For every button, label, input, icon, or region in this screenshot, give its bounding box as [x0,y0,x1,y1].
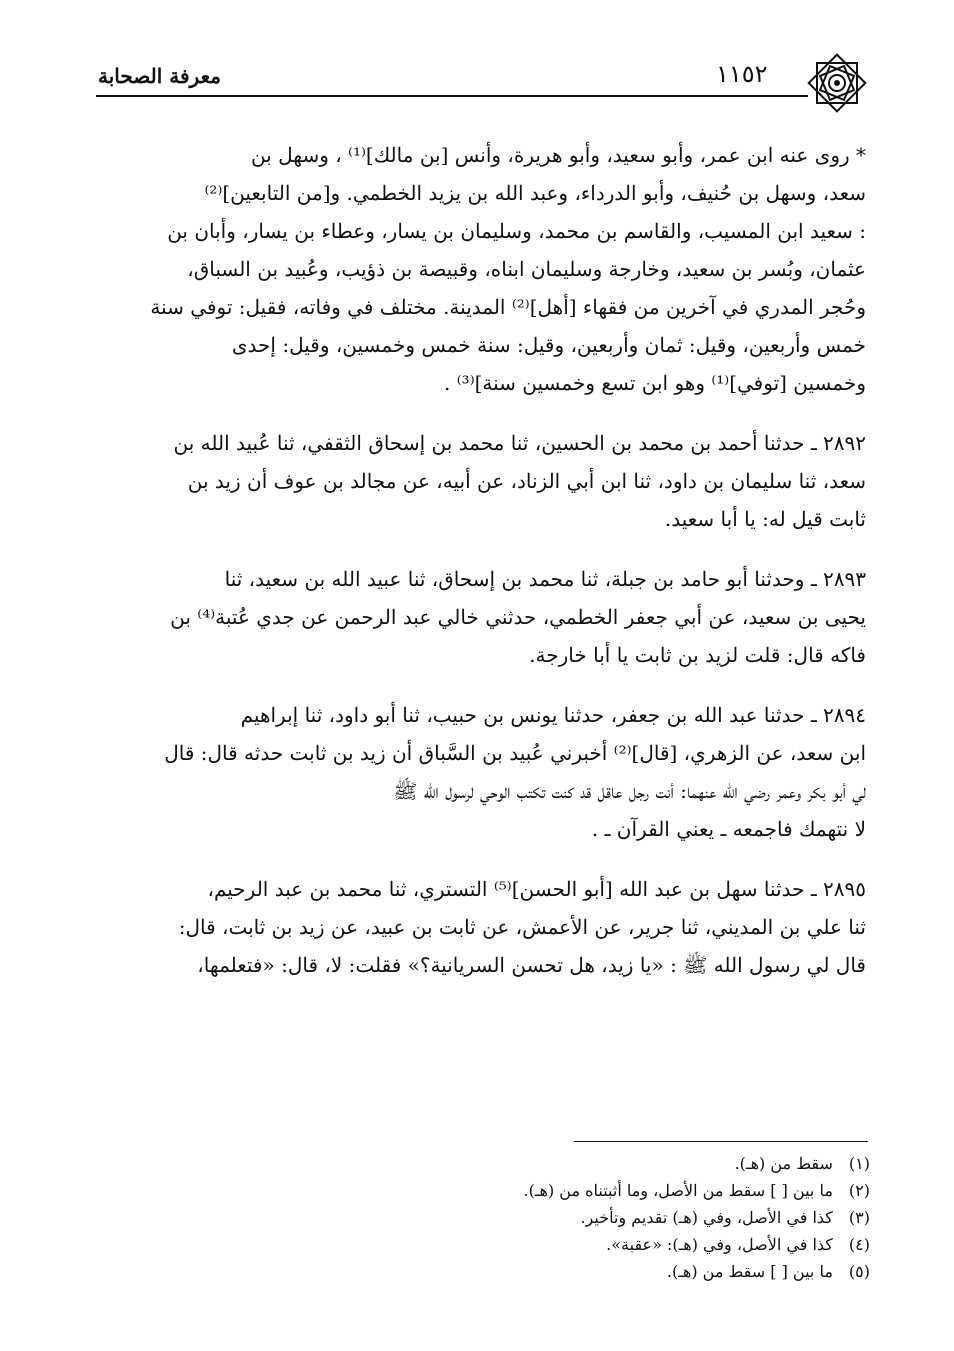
footnote [380,1258,870,1285]
star-ornament-icon [804,50,870,116]
footnotes [380,1150,870,1285]
page-header [96,50,872,106]
footnote [380,1150,870,1177]
footnote [380,1231,870,1258]
footnote-text: سقط من (هـ). [734,1154,833,1173]
footnote [380,1177,870,1204]
text-line: ثنا علي بن المديني، ثنا جرير، عن الأعمش، عن ثابت بن عبيد، عن زيد بن ثابت، قال: [178,915,866,939]
text-line: قال لي رسول الله ﷺ : «يا زيد، هل تحسن السريانية؟» فقلت: لا، قال: «فتعلمها، [197,953,866,977]
footnote-number: (٣) [848,1208,870,1227]
text-line: خمس وأربعين، وقيل: ثمان وأربعين، وقيل: سنة خمس وخمسين، وقيل: إحدى [231,333,866,357]
text-line: سعد، ثنا سليمان بن داود، ثنا ابن أبي الزناد، عن أبيه، عن مجالد بن عوف أن زيد بن [187,469,866,493]
book-title: معرفة الصحابة [98,64,221,88]
text-line: ٢٨٩٤ ـ حدثنا عبد الله بن جعفر، حدثنا يونس بن حبيب، ثنا أبو داود، ثنا إبراهيم [240,703,866,727]
hadith-2892 [104,424,866,538]
text-line: وحُجر المدري في آخرين من فقهاء [أهل]⁽²⁾ المدينة. مختلف في وفاته، فقيل: توفي سنة [150,295,866,319]
text-line: ابن سعد، عن الزهري، [قال]⁽²⁾ أخبرني عُبيد بن السَّباق أن زيد بن ثابت حدثه قال: قال [164,741,866,765]
text-line: سعد، وسهل بن حُنيف، وأبو الدرداء، وعبد الله بن يزيد الخطمي. و[من التابعين]⁽²⁾ [204,181,866,205]
text-line: لا نتهمك فاجمعه ـ يعني القرآن ـ . [591,817,866,841]
text-line: وخمسين [توفي]⁽¹⁾ وهو ابن تسع وخمسين سنة]⁽³⁾ . [444,371,866,395]
footnote-text: كذا في الأصل، وفي (هـ) تقديم وتأخير. [580,1208,833,1227]
text-line: ٢٨٩٢ ـ حدثنا أحمد بن محمد بن الحسين، ثنا محمد بن إسحاق الثقفي، ثنا عُبيد الله بن [173,431,866,455]
text-line: عثمان، وبُسر بن سعيد، وخارجة وسليمان ابناه، وقبيصة بن ذؤيب، وعُبيد بن السباق، [187,257,866,281]
footnote-number: (١) [848,1154,870,1173]
footnote-text: ما بين [ ] سقط من الأصل، وما أثبتناه من (هـ). [523,1181,833,1200]
footnote-number: (٥) [848,1262,870,1281]
text-line: : سعيد ابن المسيب، والقاسم بن محمد، وسليمان بن يسار، وعطاء بن يسار، وأبان بن [167,219,866,243]
hadith-2893 [104,560,866,674]
text-line: ٢٨٩٥ ـ حدثنا سهل بن عبد الله [أبو الحسن]⁽⁵⁾ التستري، ثنا محمد بن عبد الرحيم، [207,877,866,901]
text-line: * روى عنه ابن عمر، وأبو سعيد، وأبو هريرة، وأنس [بن مالك]⁽¹⁾ ، وسهل بن [250,143,866,167]
page-number: ١١٥٢ [716,60,768,88]
footnote-number: (٢) [848,1181,870,1200]
text-line: ثابت قيل له: يا أبا سعيد. [664,507,866,531]
footnote-rule [574,1141,868,1142]
footnote [380,1204,870,1231]
hadith-2895 [104,870,866,984]
text-line: فاكه قال: قلت لزيد بن ثابت يا أبا خارجة. [529,643,866,667]
text-line: ٢٨٩٣ ـ وحدثنا أبو حامد بن جبلة، ثنا محمد بن إسحاق، ثنا عبيد الله بن سعيد، ثنا [224,567,866,591]
footnote-text: كذا في الأصل، وفي (هـ): «عقبة». [606,1235,833,1254]
text-line: يحيى بن سعيد، عن أبي جعفر الخطمي، حدثني خالي عبد الرحمن عن جدي عُتبة⁽⁴⁾ بن [170,605,866,629]
header-rule [96,95,808,97]
footnote-text: ما بين [ ] سقط من (هـ). [666,1262,833,1281]
footnote-number: (٤) [848,1235,870,1254]
main-text [104,136,866,1006]
hadith-2894 [104,696,866,848]
paragraph-intro [104,136,866,402]
text-line: لي أبو بكر وعمر رضي الله عنهما: أنت رجل عاقل قد كنت تكتب الوحي لرسول الله ﷺ [393,779,866,803]
